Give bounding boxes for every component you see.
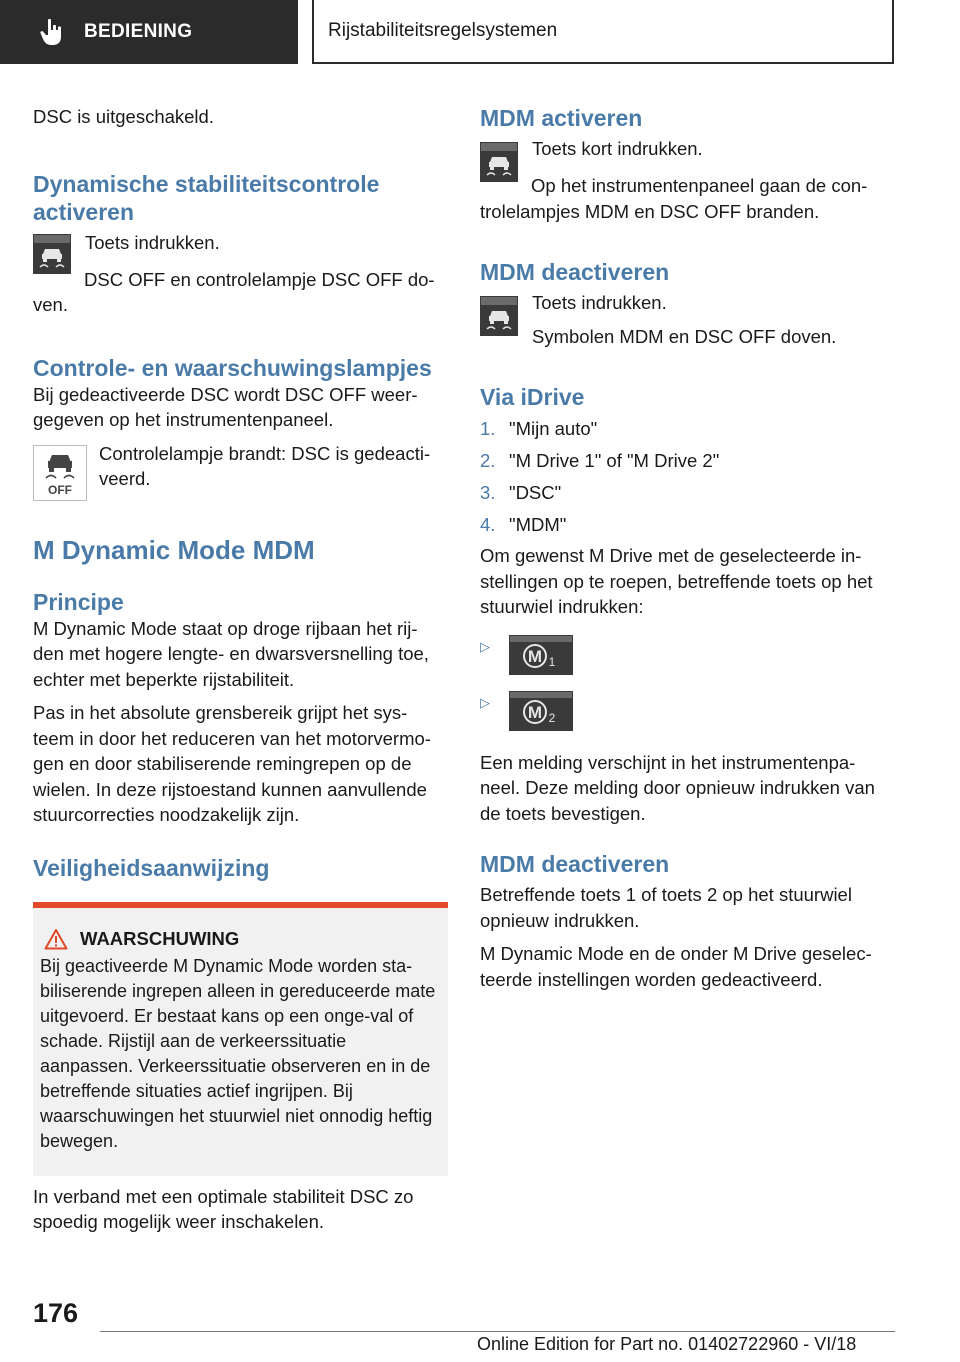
heading-lamps: Controle- en waarschuwingslampjes — [33, 354, 432, 381]
step-number: 4. — [480, 514, 496, 535]
dsc-off-button-icon — [33, 234, 71, 279]
principle-text-1: M Dynamic Mode staat op droge rijbaan het rij-den met hogere lengte- en dwarsversnelling toe, echter met beperkte rijstabiliteit. — [33, 617, 429, 690]
warning-triangle-icon — [44, 928, 68, 950]
m1-button-icon — [509, 635, 573, 680]
warning-title: WAARSCHUWING — [80, 927, 240, 949]
step-text: "DSC" — [509, 482, 562, 503]
dsc-activate-result: DSC OFF en controlelampje DSC OFF do-ven. — [33, 268, 435, 315]
heading-idrive: Via iDrive — [480, 384, 585, 410]
step-number: 3. — [480, 482, 496, 503]
steps-text: Om gewenst M Drive met de geselecteerde in-stellingen op te roepen, betreffende toets op het stuurwiel indrukken: — [480, 545, 873, 617]
intro-text: DSC is uitgeschakeld. — [33, 106, 214, 127]
section-label: BEDIENING — [84, 21, 193, 42]
warning-text: Bij geactiveerde M Dynamic Mode worden sta-biliserende ingrepen alleen in gereduceerde mate uitgevoerd. Er bestaat kans op een onge-val of schade. Rijstijl aan de verkeerssituatie aanpassen. Verkeerssituatie observeren en in de betreffende situaties actief ingrijpen. Bij waarschuwingen het stuurwiel niet onnodig heftig bewegen. — [40, 955, 436, 1151]
chapter-title: Rijstabiliteitsregelsystemen — [312, 0, 894, 64]
edition-text: Online Edition for Part no. 01402722960 - VI/18 — [477, 1334, 857, 1354]
list-item — [480, 477, 895, 509]
heading-principle: Principe — [33, 588, 124, 615]
page-number: 176 — [33, 1298, 79, 1328]
step-number: 2. — [480, 450, 496, 471]
idrive-steps — [480, 413, 895, 541]
footer-divider — [100, 1331, 895, 1332]
heading-mdm-deactivate: MDM deactiveren — [480, 259, 670, 285]
section-tab — [0, 0, 298, 64]
heading-safety: Veiligheidsaanwijzing — [33, 854, 270, 881]
mdm-activate-instruction — [532, 138, 703, 162]
mdm-deactivate-step: Toets indrukken. — [532, 292, 667, 313]
deactivate-text-1: Betreffende toets 1 of toets 2 op het stuurwiel opnieuw indrukken. — [480, 884, 852, 931]
step-text: "Mijn auto" — [509, 418, 598, 439]
heading-dsc-activate: Dynamische stabiliteitscontrole activeren — [33, 170, 380, 225]
warning-header — [40, 928, 440, 950]
mdm-deactivate-row — [480, 292, 895, 349]
dsc-off-lamp-icon — [33, 445, 87, 506]
right-column — [480, 96, 895, 992]
heading-mdm-deactivate-2: MDM deactiveren — [480, 851, 670, 877]
bullet-marker: ▷ — [480, 638, 490, 654]
mdm-deactivate-result: Symbolen MDM en DSC OFF doven. — [532, 325, 837, 347]
m2-button-icon — [509, 691, 573, 736]
bullet-m2 — [480, 686, 895, 742]
lamps-text: Bij gedeactiveerde DSC wordt DSC OFF weer-gegeven op het instrumentenpaneel. — [33, 383, 418, 430]
left-column — [33, 96, 448, 1235]
deactivate-text-2: M Dynamic Mode en de onder M Drive geselec-teerde instellingen worden gedeactiveerd. — [480, 943, 872, 990]
mdm-activate-result: Op het instrumentenpaneel gaan de con-trolelampjes MDM en DSC OFF branden. — [480, 175, 868, 222]
after-bullets-text: Een melding verschijnt in het instrumentenpa-neel. Deze melding door opnieuw indrukken van de toets bevestigen. — [480, 751, 875, 824]
step-number: 1. — [480, 418, 496, 439]
bullet-marker: ▷ — [480, 694, 490, 710]
mdm-activate-step: Toets kort indrukken. — [532, 138, 703, 159]
mdm-deactivate-instruction — [532, 292, 837, 349]
svg-text:M: M — [527, 647, 543, 666]
mdm-button-icon-2 — [480, 296, 518, 341]
list-item — [480, 413, 895, 445]
svg-text:1: 1 — [548, 655, 556, 669]
svg-text:2: 2 — [548, 711, 556, 725]
mdm-button-icon — [480, 142, 518, 187]
list-item — [480, 445, 895, 477]
list-item — [480, 509, 895, 541]
svg-text:M: M — [527, 703, 543, 722]
step-text: "M Drive 1" of "M Drive 2" — [509, 450, 720, 471]
heading-mdm: M Dynamic Mode MDM — [33, 534, 315, 565]
heading-mdm-activate: MDM activeren — [480, 105, 643, 131]
hand-icon — [36, 16, 68, 48]
svg-text:OFF: OFF — [48, 482, 72, 497]
lamp-row — [33, 442, 448, 506]
principle-text-2: Pas in het absolute grensbereik grijpt het sys-teem in door het reduceren van het motorvermo-gen en door stabiliserende remingrepen op de wielen. In deze rijstoestand kunnen aanvullende stuurcorrecties noodzakelijk zijn. — [33, 702, 431, 825]
lamp-caption: Controlelampje brandt: DSC is gedeacti-veerd. — [99, 442, 431, 489]
dsc-activate-instruction — [85, 231, 220, 256]
closing-text: In verband met een optimale stabiliteit DSC zo spoedig mogelijk weer inschakelen. — [33, 1185, 414, 1232]
dsc-activate-step: Toets indrukken. — [85, 231, 220, 253]
step-text: "MDM" — [509, 514, 567, 535]
bullet-m1 — [480, 630, 895, 686]
warning-box — [33, 902, 448, 1176]
